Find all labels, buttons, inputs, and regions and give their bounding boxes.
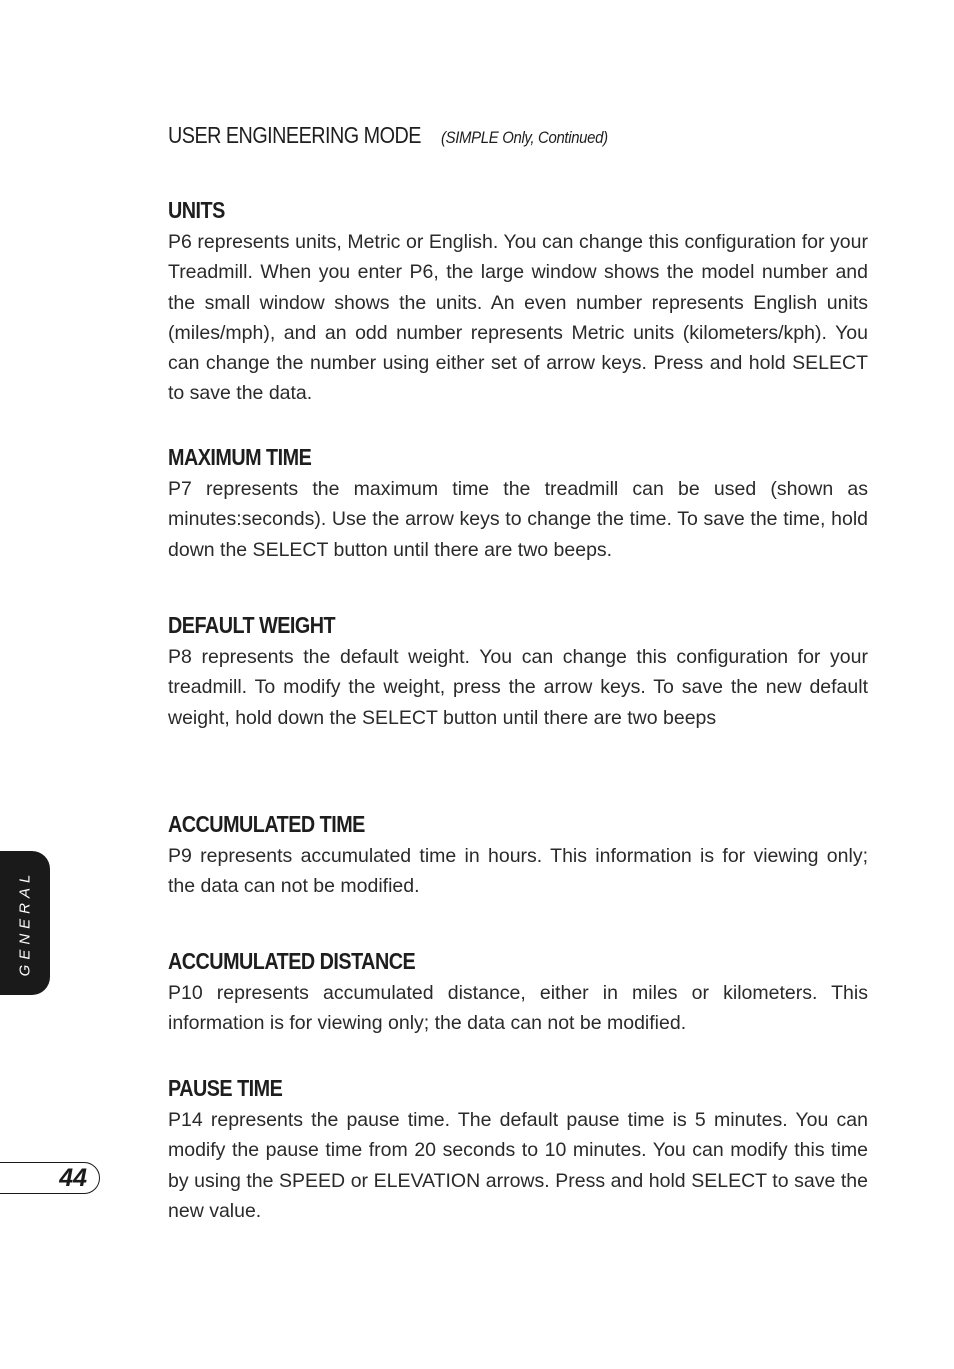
side-tab — [0, 851, 50, 995]
section-body: P14 represents the pause time. The default pause time is 5 minutes. You can modify the pause time from 20 seconds to 10 minutes. You can modify this time by using the SPEED or ELEVATION arrows. Press and hold SELECT to save the new value. — [168, 1109, 868, 1222]
section-heading: DEFAULT WEIGHT — [168, 612, 336, 638]
section-accumulated-distance — [168, 946, 868, 1039]
page-number: 44 — [59, 1164, 87, 1192]
section-pause-time — [168, 1073, 868, 1226]
section-body: P8 represents the default weight. You can change this configuration for your treadmill. To modify the weight, press the arrow keys. To save the new default weight, hold down the SELECT button until there are two beeps — [168, 646, 868, 729]
section-body: P7 represents the maximum time the treadmill can be used (shown as minutes:seconds). Use the arrow keys to change the time. To save the time, hold down the SELECT button until there are two beeps. — [168, 478, 868, 561]
section-heading: UNITS — [168, 197, 225, 223]
section-body: P10 represents accumulated distance, either in miles or kilometers. This information is for viewing only; the data can not be modified. — [168, 982, 868, 1035]
side-tab-label: GENERAL — [16, 869, 34, 977]
section-heading: ACCUMULATED TIME — [168, 811, 365, 837]
section-default-weight — [168, 610, 868, 733]
section-body: P6 represents units, Metric or English. You can change this configuration for your Treadmill. When you enter P6, the large window shows the model number and the small window shows the units. An even number represents English units (miles/mph), and an odd number represents Metric units (kilometers/kph). You can change the number using either set of arrow keys. Press and hold SELECT to save the data. — [168, 231, 868, 405]
page-title-note: (SIMPLE Only, Continued) — [440, 128, 608, 147]
section-units — [168, 195, 868, 409]
section-heading: ACCUMULATED DISTANCE — [168, 948, 416, 974]
section-maximum-time — [168, 442, 868, 565]
page-title-line — [168, 122, 630, 149]
page-title: USER ENGINEERING MODE — [168, 122, 421, 148]
section-heading: MAXIMUM TIME — [168, 444, 312, 470]
page-number-box — [0, 1162, 100, 1194]
section-body: P9 represents accumulated time in hours. This information is for viewing only; the data can not be modified. — [168, 845, 868, 898]
section-heading: PAUSE TIME — [168, 1075, 283, 1101]
section-accumulated-time — [168, 809, 868, 902]
